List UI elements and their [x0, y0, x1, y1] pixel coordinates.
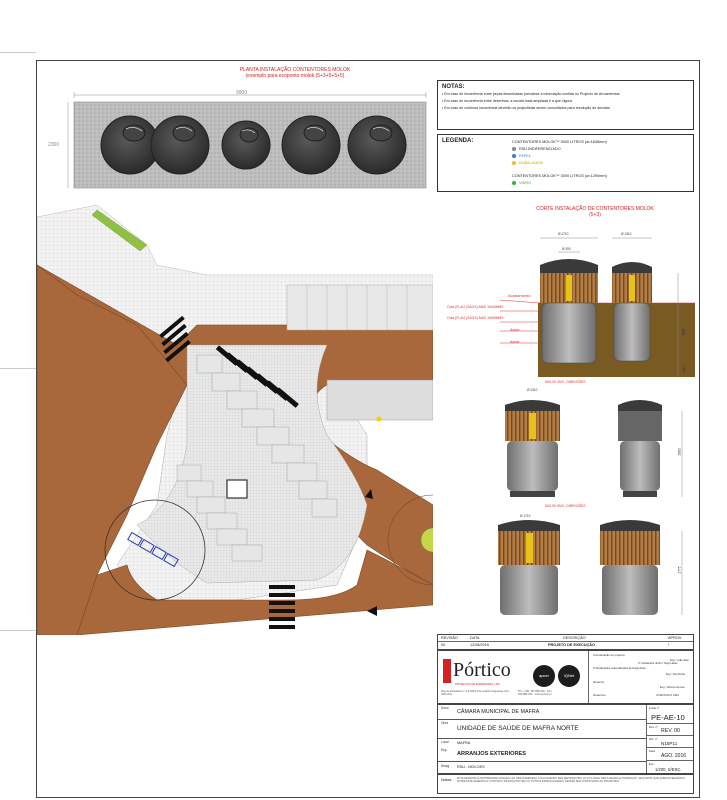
coord-label: Coordenação do projecto:: [593, 653, 626, 657]
plan-title-text: PLANTA INSTALAÇÃO CONTENTORES MOLOK: [239, 67, 351, 73]
company-divider: [588, 651, 589, 703]
footer-label: Notas: [441, 777, 452, 782]
coord-name: Eng.º João Sala: [670, 659, 689, 662]
rev-cell: 12/08/2016: [470, 643, 490, 647]
dim-300: 300: [682, 367, 687, 373]
margin-line: [0, 368, 36, 369]
dim-d1710b: Ø 1710: [520, 514, 531, 518]
dim-d1310b: Ø 1310: [527, 388, 538, 392]
notes-title: NOTAS:: [442, 84, 465, 90]
rev-header-2: DATA: [470, 636, 480, 640]
design-name: Eng.º Alfonso Gomes: [660, 686, 685, 689]
molok-5m3-front: [498, 520, 560, 615]
label-cota-1: Cota (FLAG (SAGS)-MAS 1M40MMS: [447, 305, 504, 309]
sheet-label: Folha nº: [649, 706, 660, 710]
rev-cell: PROJETO DE EXECUÇÃO: [548, 643, 595, 647]
dim-2800: 2800: [677, 448, 682, 456]
legend-title: LEGENDA:: [442, 138, 474, 144]
rev-divider: [438, 641, 693, 642]
plan-container-5: [348, 116, 406, 174]
note-item: • Em caso de incoerência entre desenhos, a escala mais ampliada é a que vigora.: [442, 99, 573, 103]
note-item: • Em caso de incoerência entre peças desenhadas prevalece a informação contida no Projecto de Arruamentos.: [442, 92, 621, 96]
legend-item-label: RSU INDIFERENCIADO: [519, 147, 561, 151]
company-tagline: PROJECTOS DE ENGENHARIA, LDA.: [455, 683, 501, 686]
label-areia-1: Areia: [510, 327, 520, 332]
tb-scale-cell: [647, 760, 693, 774]
molok-3m3-front: [505, 400, 560, 497]
scale-value: 1/200, S/ESC.: [655, 767, 682, 772]
company-name: Pórtico: [453, 659, 511, 681]
plan-container-2: [151, 116, 209, 174]
molok-5m3-side: [600, 520, 660, 615]
company-logo: [443, 655, 513, 689]
owner-value: CÂMARA MUNICIPAL DE MAFRA: [457, 709, 540, 715]
legend-group2-title: CONTENTORES MOLOK™ 3000 LITROS (ø=1290mm): [512, 174, 607, 178]
legend-item-label: PAPEL: [519, 154, 531, 158]
section-drawing: [440, 225, 695, 625]
rev-label: Rev. nº: [649, 725, 658, 729]
rev-header-3: DESCRIÇÃO: [563, 636, 586, 640]
legend-item: [512, 153, 531, 159]
scale-label: Esc.: [649, 762, 655, 766]
molok-5m3-title: MOLOK 5M3 - DIMENSÕES: [545, 504, 586, 508]
note-text: Em caso de incoerência entre desenhos, a escala mais ampliada é a que vigora.: [444, 99, 573, 103]
owner-label: Dono: [441, 706, 449, 710]
note-text: Em caso de incoerência entre peças desenhadas prevalece a informação contida no Projecto de Arruamentos.: [444, 92, 621, 96]
legend-group1-title: CONTENTORES MOLOK™ 5000 LITROS (ø=1635mm): [512, 140, 607, 144]
section-molok-3m3: [612, 262, 652, 361]
desig-label: Desig.: [441, 764, 451, 768]
tb-row-work: [438, 719, 646, 736]
badge-iqnet-text: IQNet: [563, 673, 575, 678]
work-value: UNIDADE DE SAÚDE DE MAFRA NORTE: [457, 725, 579, 732]
footer-notes: [437, 774, 694, 794]
section-title: [520, 206, 670, 218]
plan-container-3: [222, 121, 270, 169]
plan-container-1: [101, 116, 159, 174]
plan-title: [180, 67, 410, 79]
label-cota-2: Cota (FLAG (SAGS)-MAS 1M90MMS: [447, 316, 504, 320]
local-value: MAFRA: [457, 741, 471, 745]
revision-table: [437, 634, 694, 650]
rev-cell: 00: [441, 643, 446, 647]
margin-line: [0, 52, 36, 53]
note-item: • Em caso de contínua incoerência deverão os projectistas serem consultados para resolução de dúvidas.: [442, 106, 611, 110]
legend-item-label: EMBALAGEM: [519, 161, 544, 165]
dim-2775: 2775: [677, 566, 682, 574]
note-text: Em caso de contínua incoerência deverão os projectistas serem consultados para resolução de dúvidas.: [444, 106, 611, 110]
dim-d300: Ø 300: [562, 247, 571, 251]
draw-name: JOSÉ PAULO LIMA: [656, 694, 679, 697]
label-acabamento: Acabamento: [508, 293, 531, 298]
ref-label: Ref. nº: [649, 737, 658, 741]
plan-subtitle-text: (exemplo para ecoponto molok (5+3+5+5+5): [245, 73, 345, 79]
legend-swatch: [512, 161, 516, 165]
section-molok-5m3: [540, 259, 598, 363]
company-address: Rua do Estudante nº 2 E 4615-541 Lordelo Felgueiras 213 - 4615-541: [441, 690, 511, 696]
design-label: Desenho: [593, 680, 605, 684]
footer-text: ESTE DESENHO É PROPRIEDADE INTELECTUAL DESTA EMPRESA. NÃO PODENDO SER REPRODUZIDO OU UTILIZADO SEM A DEVIDA AUTORIZAÇÃO. SE EXISTIR QUALQUER DIVERGÊNCIA ENTRE ESTE DESENHO E O PROJETO DE ARQUITETURA OU OUTRAS ESPECIALIDADES, DEVERÁ SER COMUNICADO AO PROJETISTA.: [457, 777, 685, 784]
legend-item-label: VIDRO: [519, 181, 532, 185]
molok-plan-view: [50, 88, 430, 190]
rev-cell: /: [668, 643, 670, 647]
company-contacts: Tlm: +351 253 889 000 · Fax: 253 889 009 · www.portico.pt: [518, 690, 553, 696]
legend-swatch: [512, 181, 516, 185]
label-areia-2: Areia: [510, 339, 520, 344]
plan-dim-height: 2300: [48, 142, 60, 148]
rev-value: REV. 00: [661, 728, 680, 734]
date-value: AGO. 2016: [661, 753, 687, 759]
title-block: [437, 704, 694, 774]
tb-row-spec: [438, 747, 646, 760]
molok-3m3-title: MOLOK 3M3 - DIMENSÕES: [545, 380, 586, 384]
tb-row-desig: [438, 761, 646, 773]
tb-row-owner: [438, 705, 646, 716]
logo-mark: [443, 659, 451, 683]
molok-3m3-side: [618, 400, 662, 497]
tb-sheet-cell: [647, 705, 693, 723]
date-label: Data: [649, 749, 655, 753]
rev-header-4: APROV.: [668, 636, 682, 640]
spec-value: ARRANJOS EXTERIORES: [457, 751, 527, 757]
company-block: [437, 650, 694, 704]
tb-date-cell: [647, 747, 693, 761]
section-subtitle-text: (5+3): [589, 212, 601, 218]
spec-label: Esp.: [441, 748, 448, 752]
local-label: Local: [441, 740, 449, 744]
plan-dim-width: 9900: [236, 90, 248, 96]
site-plan: [37, 205, 433, 635]
plan-container-4: [282, 116, 340, 174]
dim-d1710: Ø 1710: [558, 232, 569, 236]
coord-sub2: 3ª Realizações especializadas de Engenharia: [593, 667, 646, 670]
badge-iqnet: [558, 665, 580, 687]
section-title-text: CORTE INSTALAÇÃO DE CONTENTORES MOLOK: [536, 206, 654, 212]
desig-value: RSU - MOLOKS: [457, 765, 485, 769]
notes-box: [437, 80, 694, 130]
work-label: Obra: [441, 721, 449, 725]
dim-1600: 1600: [681, 328, 686, 336]
coord-sub3: Eng.º Rui Rocha: [666, 673, 686, 676]
legend-item: [512, 160, 543, 166]
sheet-value: PE-AE-10: [651, 713, 685, 722]
legend-item: [512, 180, 531, 186]
ref-value: N16P11: [661, 741, 678, 746]
badge-apcer-text: apcer: [538, 673, 549, 678]
legend-item: [512, 146, 561, 152]
draw-label: Desenhou: [593, 693, 606, 697]
dim-d1310: Ø 1310: [621, 232, 632, 236]
legend-swatch: [512, 154, 516, 158]
rev-header-1: REVISÃO: [441, 636, 458, 640]
coord-sub1: 3º Instalações de Enª Tiago Labas: [638, 662, 678, 665]
badge-apcer: [533, 665, 555, 687]
legend-swatch: [512, 147, 516, 151]
legend-box: [437, 134, 694, 192]
margin-line: [0, 630, 36, 631]
